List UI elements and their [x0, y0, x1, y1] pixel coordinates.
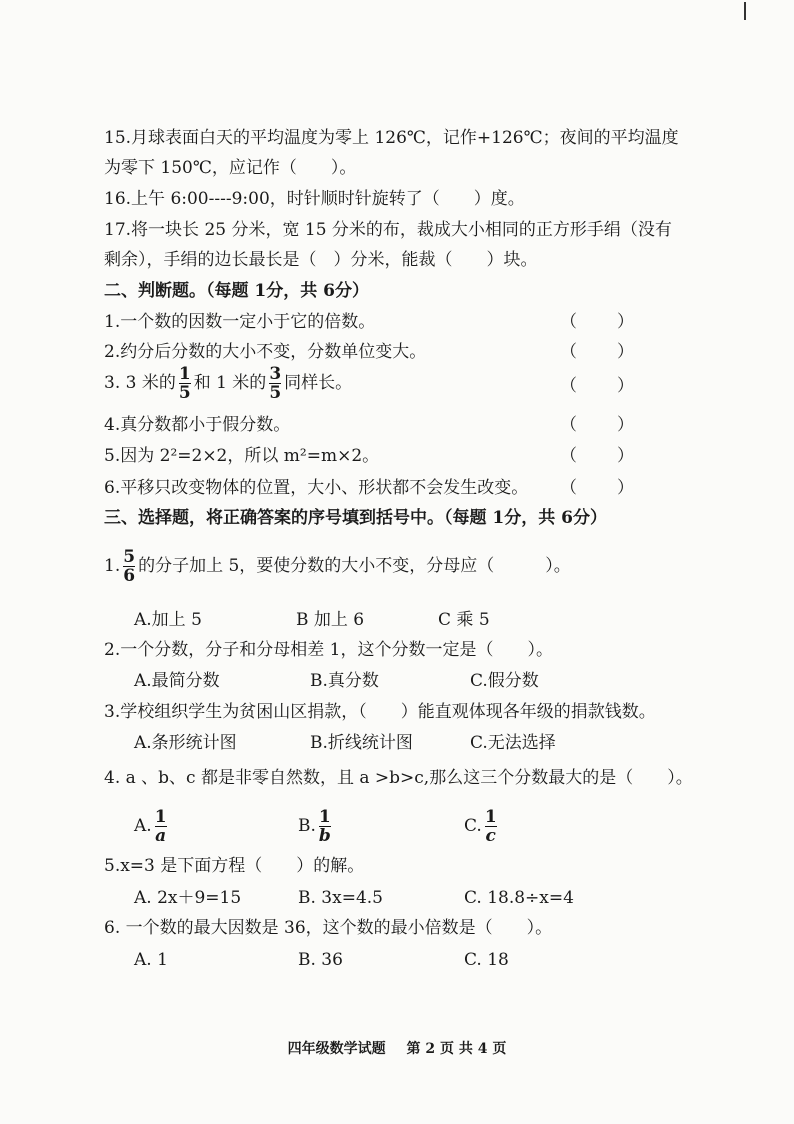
- fraction-one-fifth: [178, 366, 192, 401]
- judge-item-5-answer-blank: （ ）: [560, 446, 636, 466]
- judge-item-1-answer-blank: （ ）: [560, 312, 636, 332]
- choice-question-2: 2.一个分数，分子和分母相差 1，这个分数一定是（ ）。: [104, 640, 553, 660]
- choice-1-option-c: C 乘 5: [438, 610, 490, 630]
- choice-4-option-b: [298, 808, 334, 844]
- fraction-three-fifths: [268, 366, 282, 401]
- fraction-numerator: 1: [178, 364, 191, 384]
- choice-3-option-b: B.折线统计图: [310, 733, 413, 753]
- question-17-line-2: 剩余），手绢的边长最长是（ ）分米，能裁（ ）块。: [104, 250, 538, 270]
- question-15-line-2: 为零下 150℃，应记作（ ）。: [104, 158, 357, 178]
- option-label: C.: [464, 816, 482, 836]
- choice-2-option-a: A.最简分数: [134, 671, 220, 691]
- fraction-numerator: 1: [318, 807, 331, 827]
- section-2-title: 二、判断题。（每题 1分，共 6分）: [104, 281, 369, 301]
- fraction-denominator: 5: [269, 383, 282, 403]
- fraction-one-over-c: [484, 809, 498, 844]
- question-15-line-1: 15.月球表面白天的平均温度为零上 126℃，记作+126℃；夜间的平均温度: [104, 128, 679, 148]
- choice-1-option-b: B 加上 6: [296, 610, 365, 630]
- choice-1-option-a: A.加上 5: [134, 610, 202, 630]
- judge-item-2-answer-blank: （ ）: [560, 342, 636, 362]
- fraction-denominator: b: [318, 826, 331, 846]
- fraction-one-over-b: [318, 809, 332, 844]
- choice-question-5: 5.x=3 是下面方程（ ）的解。: [104, 856, 365, 876]
- choice-question-3: 3.学校组织学生为贫困山区捐款，（ ）能直观体现各年级的捐款钱数。: [104, 702, 656, 722]
- judge-item-3-prefix: 3. 3 米的: [104, 373, 176, 393]
- choice-5-option-b: B. 3x=4.5: [298, 888, 383, 908]
- footer-page-number: 第 2 页 共 4 页: [406, 1041, 507, 1057]
- choice-4-option-c: [464, 808, 500, 844]
- fraction-denominator: c: [485, 826, 496, 846]
- judge-item-3: [104, 366, 352, 401]
- section-3-title: 三、选择题，将正确答案的序号填到括号中。（每题 1分，共 6分）: [104, 508, 607, 528]
- judge-item-3-suffix: 同样长。: [284, 373, 353, 393]
- question-17-line-1: 17.将一块长 25 分米，宽 15 分米的布，裁成大小相同的正方形手绢（没有: [104, 220, 672, 240]
- fraction-denominator: 5: [178, 383, 191, 403]
- choice-3-option-c: C.无法选择: [470, 733, 556, 753]
- fraction-numerator: 1: [484, 807, 497, 827]
- page-footer: [0, 1038, 794, 1058]
- choice-5-option-c: C. 18.8÷x=4: [464, 888, 574, 908]
- choice-question-4: 4. a 、b、c 都是非零自然数，且 a >b>c,那么这三个分数最大的是（ ）。: [104, 768, 693, 788]
- choice-6-option-a: A. 1: [134, 950, 168, 970]
- choice-5-option-a: A. 2x＋9=15: [134, 888, 242, 908]
- choice-3-option-a: A.条形统计图: [134, 733, 237, 753]
- question-16: 16.上午 6:00----9:00，时针顺时针旋转了（ ）度。: [104, 189, 525, 209]
- fraction-numerator: 1: [154, 807, 167, 827]
- choice-4-option-a: [134, 808, 170, 844]
- judge-item-3-answer-blank: （ ）: [560, 376, 636, 396]
- choice-1-prefix: 1.: [104, 556, 121, 576]
- fraction-numerator: 3: [269, 364, 282, 384]
- choice-1-stem: 的分子加上 5，要使分数的大小不变，分母应（ ）。: [138, 556, 571, 576]
- judge-item-1: 1.一个数的因数一定小于它的倍数。: [104, 312, 376, 332]
- judge-item-6-answer-blank: （ ）: [560, 478, 636, 498]
- judge-item-3-mid: 和 1 米的: [193, 373, 267, 393]
- judge-item-2: 2.约分后分数的大小不变，分数单位变大。: [104, 342, 427, 362]
- judge-item-4: 4.真分数都小于假分数。: [104, 415, 291, 435]
- judge-item-4-answer-blank: （ ）: [560, 415, 636, 435]
- fraction-denominator: 6: [123, 566, 136, 586]
- choice-6-option-c: C. 18: [464, 950, 509, 970]
- choice-question-1: [104, 548, 571, 584]
- fraction-numerator: 5: [123, 547, 136, 567]
- option-label: A.: [134, 816, 152, 836]
- fraction-one-over-a: [154, 809, 168, 844]
- choice-6-option-b: B. 36: [298, 950, 343, 970]
- fraction-five-sixths: [122, 549, 136, 584]
- footer-subject: 四年级数学试题: [287, 1041, 386, 1057]
- option-label: B.: [298, 816, 316, 836]
- scan-edge-mark: [744, 2, 748, 20]
- fraction-denominator: a: [155, 826, 167, 846]
- choice-question-6: 6. 一个数的最大因数是 36，这个数的最小倍数是（ ）。: [104, 918, 553, 938]
- judge-item-5: 5.因为 2²=2×2，所以 m²=m×2。: [104, 446, 380, 466]
- judge-item-6: 6.平移只改变物体的位置，大小、形状都不会发生改变。: [104, 478, 529, 498]
- choice-2-option-b: B.真分数: [310, 671, 379, 691]
- choice-2-option-c: C.假分数: [470, 671, 539, 691]
